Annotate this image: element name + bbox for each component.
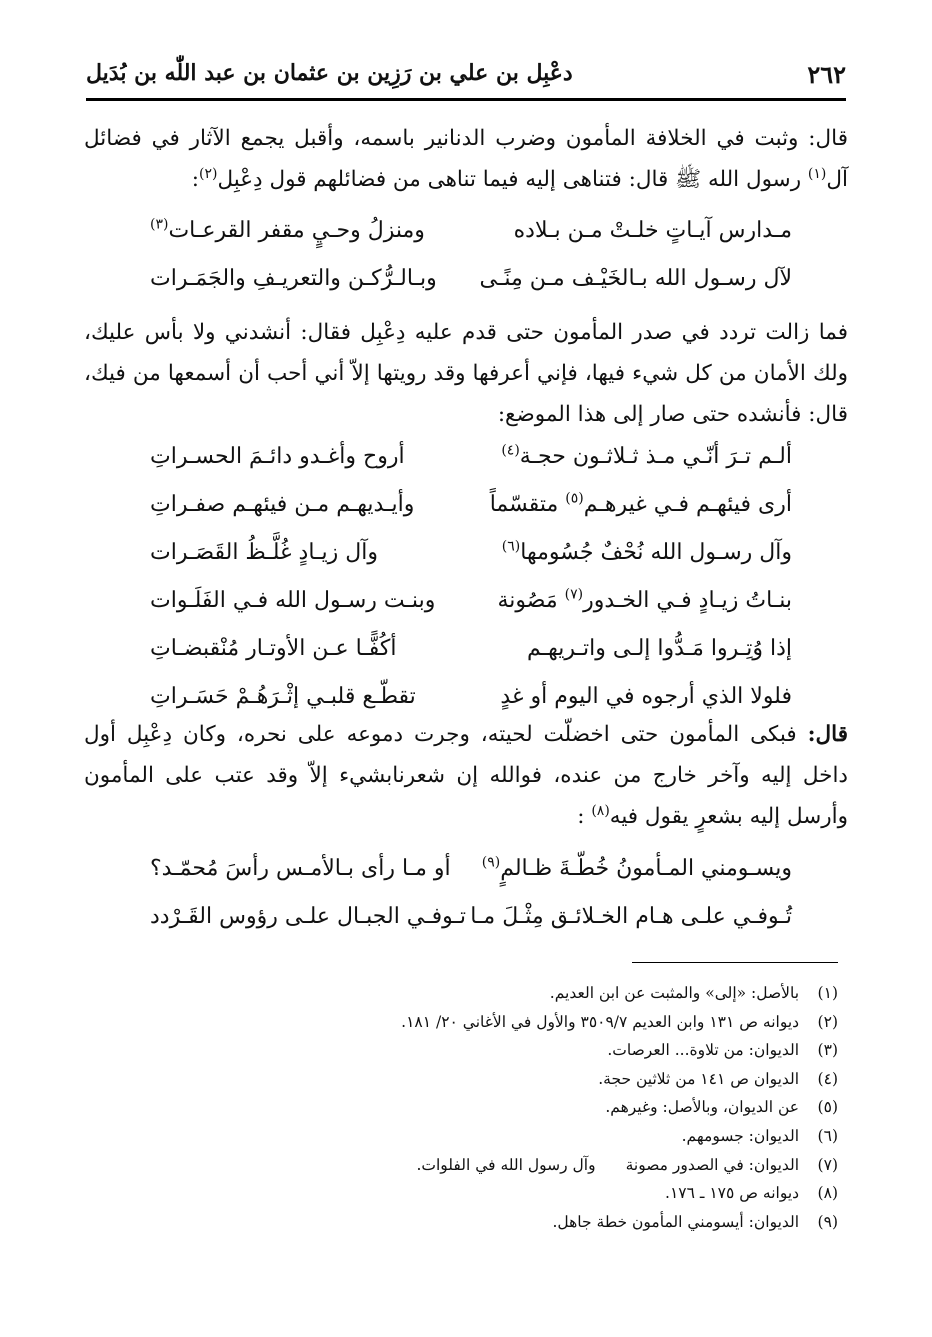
verse-first-hemistich xyxy=(501,444,792,469)
footnote-ref: (١) xyxy=(807,165,827,182)
footnote-text: وآل رسول الله في الفلوات. xyxy=(416,1155,596,1174)
footnote-number: (٢) xyxy=(817,1012,838,1031)
footnote-ref: (٣) xyxy=(150,216,169,233)
page-number: ٢٦٢ xyxy=(807,60,846,89)
footnote xyxy=(118,1184,838,1213)
footnote xyxy=(118,1041,838,1070)
footnotes xyxy=(118,984,838,1241)
paragraph-lead: قال: xyxy=(807,722,848,747)
footnote-text: الديوان: من تلاوة... العرصات. xyxy=(607,1041,800,1060)
verse-first-hemistich: مـدارس آيـاتٍ خلـتْ مـن بـلاده xyxy=(513,218,792,243)
header-rule xyxy=(86,98,846,101)
verse-first-hemistich xyxy=(502,540,792,565)
footnote xyxy=(118,1156,838,1185)
verse-text: ويسـومني المـأمونُ خُطّـةَ ظـالمٍ xyxy=(500,856,792,881)
verse-first-hemistich: فلولا الذي أرجوه في اليوم أو غدٍ xyxy=(500,684,792,709)
verse-second-hemistich: أروح وأغـدو دائـمَ الحسـراتِ xyxy=(150,444,405,469)
verse xyxy=(150,492,792,540)
footnote-number: (١) xyxy=(817,984,838,1002)
footnote-number: (٤) xyxy=(817,1069,838,1088)
footnote xyxy=(118,984,838,1013)
verse-second-hemistich: وبـالـرُّكـن والتعريـفِ والجَمَـرات xyxy=(150,266,437,291)
verse-text: أرى فيئهـم فـي غيرهـم xyxy=(583,492,792,517)
verse xyxy=(150,904,792,952)
paragraph-text: : xyxy=(191,167,199,192)
verse-text: وآل رسـول الله نُحْفٌ جُسُومها xyxy=(520,540,792,565)
verse xyxy=(150,266,792,314)
paragraph-text: وثبت في الخلافة المأمون وضرب الدنانير باسمه، وأقبل يجمع الآثار في فضائل آل xyxy=(84,126,848,192)
footnote-text: عن الديوان، وبالأصل: وغيرهم. xyxy=(605,1098,800,1117)
verse-second-hemistich: تقطّـع قلبـي إثْـرَهُـمْ حَسَـراتِ xyxy=(150,684,416,709)
paragraph-lead: قال: xyxy=(808,126,848,151)
page-header xyxy=(86,58,846,98)
verse-text: ومنزلُ وحـيٍ مقفر القرعـات xyxy=(168,218,425,243)
verse-first-hemistich xyxy=(482,856,792,881)
verse-first-hemistich: تُـوفـي علـى هـام الخـلائـق مِثْـلَ مـا xyxy=(470,904,792,929)
paragraph-text: رسول الله ﷺ قال: فتناهى إليه فيما تناهى من فضائلهم قول دِعْبِل xyxy=(217,167,802,192)
running-title: دعْبِل بن علي بن رَزِين بن عثمان بن عبد اللّٰه بن بُدَيل xyxy=(86,60,573,86)
verse-first-hemistich: لآل رسـول الله بـالخَيْـف مـن مِنًـى xyxy=(479,266,792,291)
footnote-text: الديوان: في الصدور مصونة xyxy=(625,1155,800,1174)
footnote-text: الديوان: أيسومني المأمون خطة جاهل. xyxy=(552,1212,800,1231)
verse-first-hemistich xyxy=(498,588,792,613)
footnote xyxy=(118,1098,838,1127)
verse xyxy=(150,636,792,684)
paragraph-text: فما زالت تردد في صدر المأمون حتى قدم عليه دِعْبِل فقال: أنشدني ولا بأس عليك، ولك الأمان من كل شيء فيها، فإني أعرفها وقد رويتها إلاّ أني أحب أن أسمعها من فيك، قال: فأنشده حتى صار إلى هذا الموضع: xyxy=(84,320,848,427)
verse-text: بنـاتُ زيـادٍ فـي الخـدور xyxy=(583,588,792,613)
footnote-ref: (٤) xyxy=(501,442,520,459)
paragraph-3 xyxy=(84,714,848,837)
verse-text: مَصُونة xyxy=(497,588,558,613)
verse xyxy=(150,540,792,588)
footnote-number: (٨) xyxy=(817,1184,838,1203)
footnote-text: الديوان ص ١٤١ من ثلاثين حجة. xyxy=(598,1069,800,1088)
paragraph-text: : xyxy=(577,804,585,829)
verse xyxy=(150,218,792,266)
footnote-number: (٧) xyxy=(817,1155,838,1174)
verse-second-hemistich xyxy=(150,218,425,243)
footnote-ref: (٧) xyxy=(564,586,584,603)
verse-text: متقسّماً xyxy=(489,492,559,517)
footnote-ref: (٩) xyxy=(481,854,501,871)
footnote-text: ديوانه ص ١٧٥ ـ ١٧٦. xyxy=(665,1184,800,1203)
footnote-ref: (٦) xyxy=(501,538,521,555)
footnote-ref: (٢) xyxy=(198,165,218,182)
footnote-number: (٩) xyxy=(817,1212,838,1231)
verse-first-hemistich xyxy=(490,492,792,517)
footnote xyxy=(118,1127,838,1156)
footnote-text: ديوانه ص ١٣١ وابن العديم ٣٥٠٩/٧ والأول في الأغاني ٢٠/ ١٨١. xyxy=(401,1012,800,1031)
paragraph-text: فبكى المأمون حتى اخضلّت لحيته، وجرت دموعه على نحره، وكان دِعْبِل أول داخل إليه وآخر خارج من عنده، فوالله إن شعرنابشيء إلاّ وقد عتب على المأمون وأرسل إليه بشعرٍ يقول فيه xyxy=(84,722,848,829)
paragraph-1 xyxy=(84,118,848,200)
verse xyxy=(150,588,792,636)
verse xyxy=(150,444,792,492)
footnote-number: (٥) xyxy=(817,1098,838,1117)
verse xyxy=(150,856,792,904)
footnote-text: الديوان: جسومهم. xyxy=(681,1126,800,1145)
footnote-number: (٦) xyxy=(817,1126,838,1145)
footnote xyxy=(118,1013,838,1042)
verse-second-hemistich: أكُفًّـا عـن الأوتـار مُنْقبضـاتِ xyxy=(150,636,397,661)
footnote xyxy=(118,1213,838,1242)
verse-second-hemistich: تـوفـي الجبـال علـى رؤوس القَـرْدد xyxy=(150,904,467,929)
verse-second-hemistich: وأيـديهـم مـن فيئهـم صفـراتِ xyxy=(150,492,415,517)
verse-second-hemistich: وبنـت رسـول الله فـي الفَلَـوات xyxy=(150,588,436,613)
footnote-ref: (٨) xyxy=(591,802,610,819)
paragraph-2 xyxy=(84,312,848,435)
footnote-number: (٣) xyxy=(817,1041,838,1060)
verse-second-hemistich: أو مـا رأى بـالأمـس رأسَ مُحمّـد؟ xyxy=(150,856,451,881)
verse-second-hemistich: وآل زيـادٍ غُلَّـظُ القَصَـرات xyxy=(150,540,378,565)
poem-1 xyxy=(150,218,792,314)
poem-2 xyxy=(150,444,792,732)
footnote-ref: (٥) xyxy=(565,490,584,507)
footnote xyxy=(118,1070,838,1099)
footnote-separator xyxy=(632,962,838,963)
poem-3 xyxy=(150,856,792,952)
verse-first-hemistich: إذا وُتِـروا مَـدُّوا إلـى واتـريهـم xyxy=(527,636,792,661)
footnote-text: بالأصل: «إلى» والمثبت عن ابن العديم. xyxy=(549,984,800,1002)
verse-text: ألـم تـرَ أنّـي مـذ ثـلاثـون حجـة xyxy=(519,444,792,469)
